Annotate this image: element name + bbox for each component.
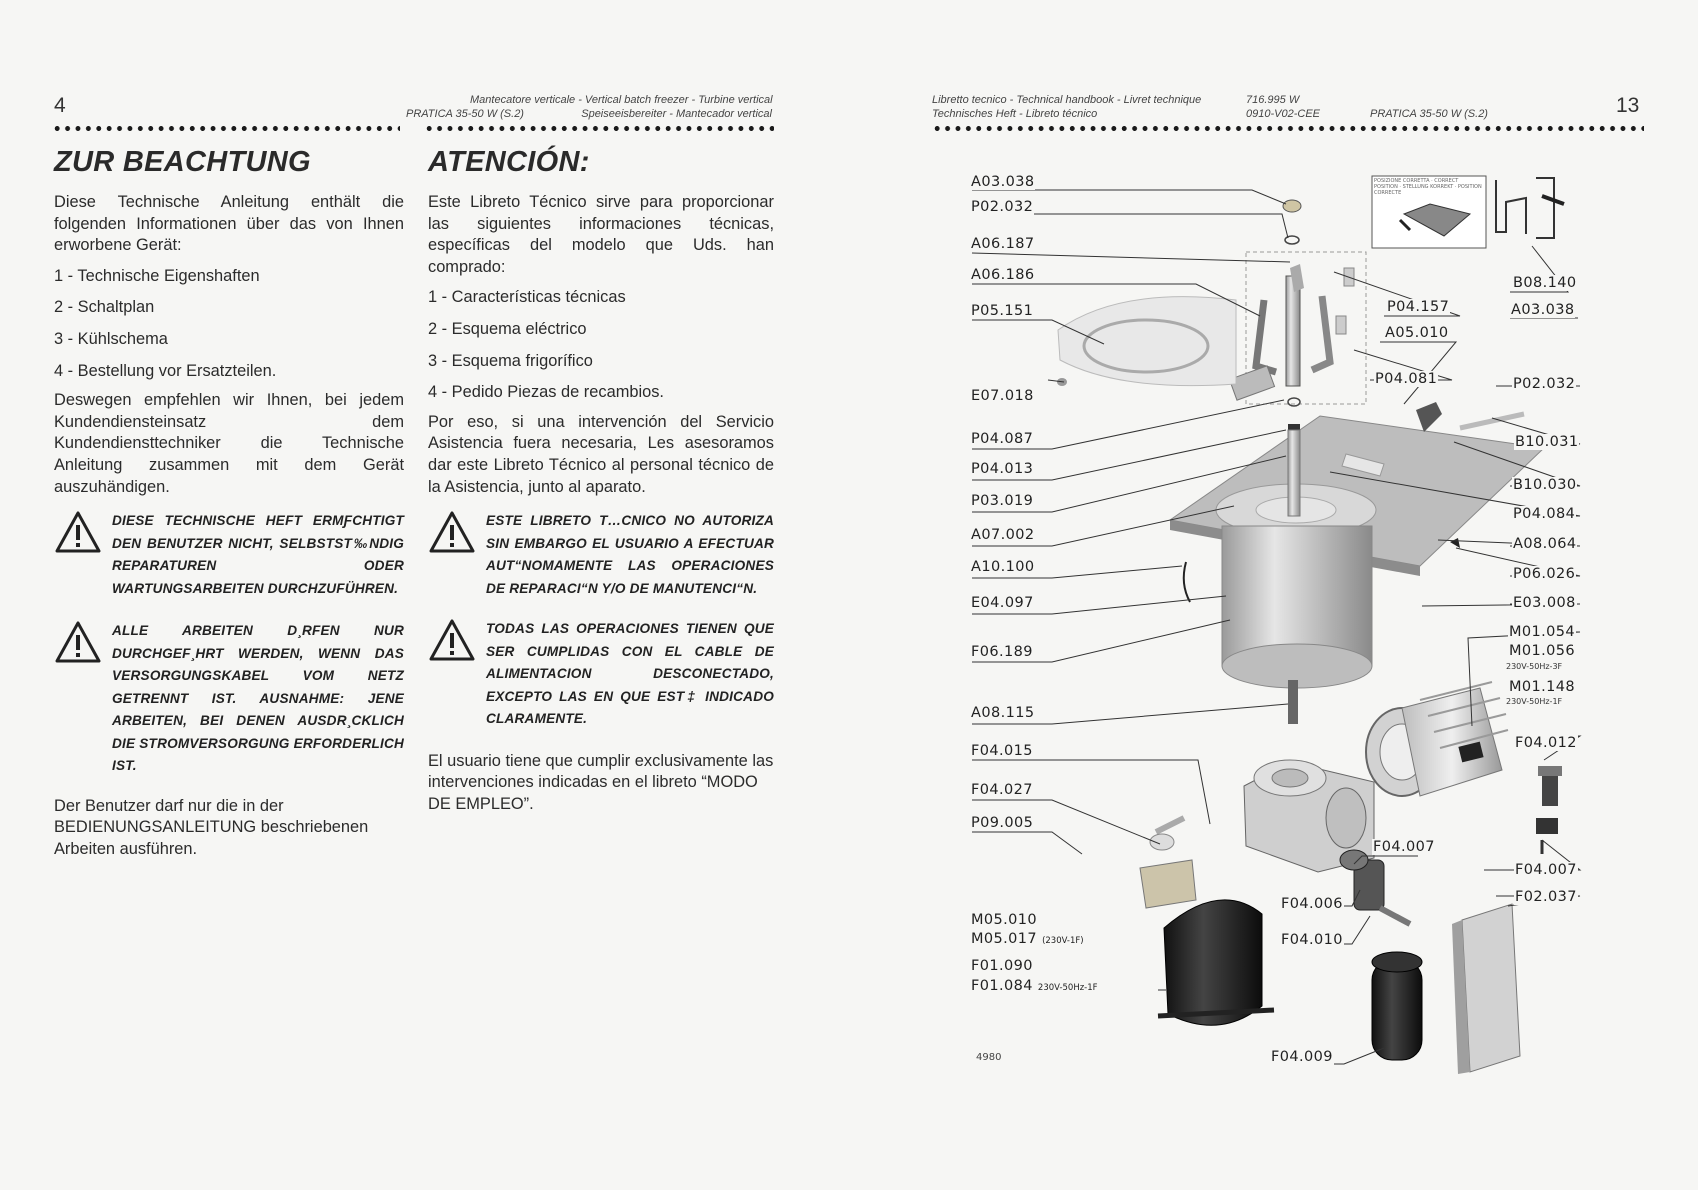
part-label: F04.007	[1373, 839, 1435, 855]
part-label: F04.010	[1281, 932, 1343, 948]
part-note: 230V-50Hz-3F	[1506, 662, 1563, 671]
part-label: B10.030	[1513, 477, 1577, 493]
part-label: A06.186	[971, 267, 1035, 283]
part-label: B08.140	[1513, 275, 1577, 291]
part-label: M05.010	[971, 912, 1038, 928]
german-item-4: 4 - Bestellung vor Ersatzteilen.	[54, 361, 277, 380]
german-item-1: 1 - Technische Eigenshaften	[54, 266, 260, 285]
part-label: M05.017 (230V-1F)	[971, 931, 1084, 947]
inset-caption: POSIZIONE CORRETTA · CORRECT POSITION · STELLUNG KORREKT · POSITION CORRECTE	[1374, 178, 1482, 196]
spanish-warning-2: TODAS LAS OPERACIONES TIENEN QUE SER CUMPLIDAS CON EL CABLE DE ALIMENTACION DESCONECTADO, EXCEPTO LAS EN QUE EST‡ INDICADO CLARAMENTE.	[486, 621, 774, 727]
part-label: P02.032	[971, 199, 1034, 215]
part-label: P04.087	[971, 431, 1034, 447]
part-label: E04.097	[971, 595, 1034, 611]
spanish-closing: El usuario tiene que cumplir exclusivamente las intervenciones indicadas en el libreto “MODO DE EMPLEO”.	[428, 751, 774, 813]
part-label: P06.026	[1513, 566, 1576, 582]
part-label: F04.007	[1515, 862, 1577, 878]
part-label: P04.084	[1513, 506, 1576, 522]
spanish-item-1: 1 - Características técnicas	[428, 288, 626, 307]
part-label: P03.019	[971, 493, 1034, 509]
part-label: F06.189	[971, 644, 1033, 660]
german-item-3: 3 - Kühlschema	[54, 329, 168, 348]
part-note: 230V-50Hz-1F	[1506, 697, 1563, 706]
german-item-2: 2 - Schaltplan	[54, 298, 155, 317]
part-label: P09.005	[971, 815, 1034, 831]
german-warning-2: ALLE ARBEITEN D¸RFEN NUR DURCHGEF¸HRT WERDEN, WENN DAS VERSORGUNGSKABEL VOM NETZ GETRENNT IST. AUSNAHME: JENE ARBEITEN, BEI DENEN AUSDR¸CKLICH DIE STROMVERSORGUNG ERFORDERLICH IST.	[112, 623, 404, 774]
part-label: A03.038	[971, 174, 1035, 190]
part-label: P05.151	[971, 303, 1034, 319]
part-label: F01.090	[971, 958, 1033, 974]
right-page-number: 13	[1616, 94, 1640, 117]
part-label: B10.031	[1515, 434, 1579, 450]
part-label: A10.100	[971, 559, 1035, 575]
spanish-warning-1: ESTE LIBRETO T…CNICO NO AUTORIZA SIN EMBARGO EL USUARIO A EFECTUAR AUT“NOMAMENTE LAS OPERACIONES DE REPARACI“N Y/O DE MANUTENCI“N.	[486, 513, 774, 596]
right-header-line1: Libretto tecnico - Technical handbook - Livret technique	[932, 94, 1202, 106]
part-label: F04.012	[1515, 735, 1577, 751]
part-label: F01.084 230V-50Hz-1F	[971, 978, 1098, 994]
part-label: F02.037	[1515, 889, 1577, 905]
part-label: A07.002	[971, 527, 1035, 543]
part-label: M01.056	[1509, 643, 1576, 659]
part-label: F04.015	[971, 743, 1033, 759]
part-label: A05.010	[1385, 325, 1449, 341]
spanish-item-3: 3 - Esquema frigorífico	[428, 351, 593, 370]
right-header-code2: 0910-V02-CEE	[1246, 108, 1320, 120]
left-header-line2: Speiseeisbereiter - Mantecador vertical	[581, 108, 772, 120]
german-intro: Diese Technische Anleitung enthält die folgenden Informationen über das von Ihnen erworbene Gerät:	[54, 193, 404, 255]
part-label: P04.157	[1387, 299, 1450, 315]
german-warning-1: DIESE TECHNISCHE HEFT ERMƑCHTIGT DEN BENUTZER NICHT, SELBSTST‰NDIG REPARATUREN ODER WARTUNGSARBEITEN DURCHZUFÜHREN.	[112, 513, 404, 596]
part-label: F04.009	[1271, 1049, 1333, 1065]
part-label: E07.018	[971, 388, 1034, 404]
part-label: A08.064	[1513, 536, 1577, 552]
left-page-number: 4	[54, 94, 66, 117]
part-label: M01.054	[1509, 624, 1576, 640]
german-recommend: Deswegen empfehlen wir Ihnen, bei jedem Kundendiensteinsatz dem Kundendiensttechniker die Technische Anleitung zusammen mit dem Gerät auszuhändigen.	[54, 391, 404, 496]
german-closing: Der Benutzer darf nur die in der BEDIENUNGSANLEITUNG beschriebenen Arbeiten ausführen.	[54, 796, 369, 858]
figure-number: 4980	[976, 1052, 1002, 1063]
spanish-item-4: 4 - Pedido Piezas de recambios.	[428, 383, 664, 402]
part-label: E03.008	[1513, 595, 1576, 611]
part-label: M01.148	[1509, 679, 1576, 695]
spanish-item-2: 2 - Esquema eléctrico	[428, 319, 587, 338]
left-header-model: PRATICA 35-50 W (S.2)	[406, 108, 524, 120]
spanish-recommend: Por eso, si una intervención del Servicio Asistencia fuera necesaria, Les asesoramos dar este Libreto Técnico al personal técnico de la Asistencia, junto al aparato.	[428, 412, 774, 496]
german-title: ZUR BEACHTUNG	[54, 146, 311, 178]
part-label: A08.115	[971, 705, 1035, 721]
part-label: F04.027	[971, 782, 1033, 798]
part-label: A06.187	[971, 236, 1035, 252]
right-header-model: PRATICA 35-50 W (S.2)	[1370, 108, 1488, 120]
part-label: F04.006	[1281, 896, 1343, 912]
part-label: A03.038	[1511, 302, 1575, 318]
part-label: P02.032	[1513, 376, 1576, 392]
right-header-line2: Technisches Heft - Libreto técnico	[932, 108, 1098, 120]
spanish-intro: Este Libreto Técnico sirve para proporcionar las siguientes informaciones técnicas, específicas del modelo que Uds. han comprado:	[428, 193, 774, 276]
spanish-title: ATENCIÓN:	[428, 146, 590, 178]
part-label: P04.081	[1375, 371, 1438, 387]
right-header-code1: 716.995 W	[1246, 94, 1300, 106]
left-header-line1: Mantecatore verticale - Vertical batch freezer - Turbine vertical	[470, 94, 773, 106]
part-label: P04.013	[971, 461, 1034, 477]
